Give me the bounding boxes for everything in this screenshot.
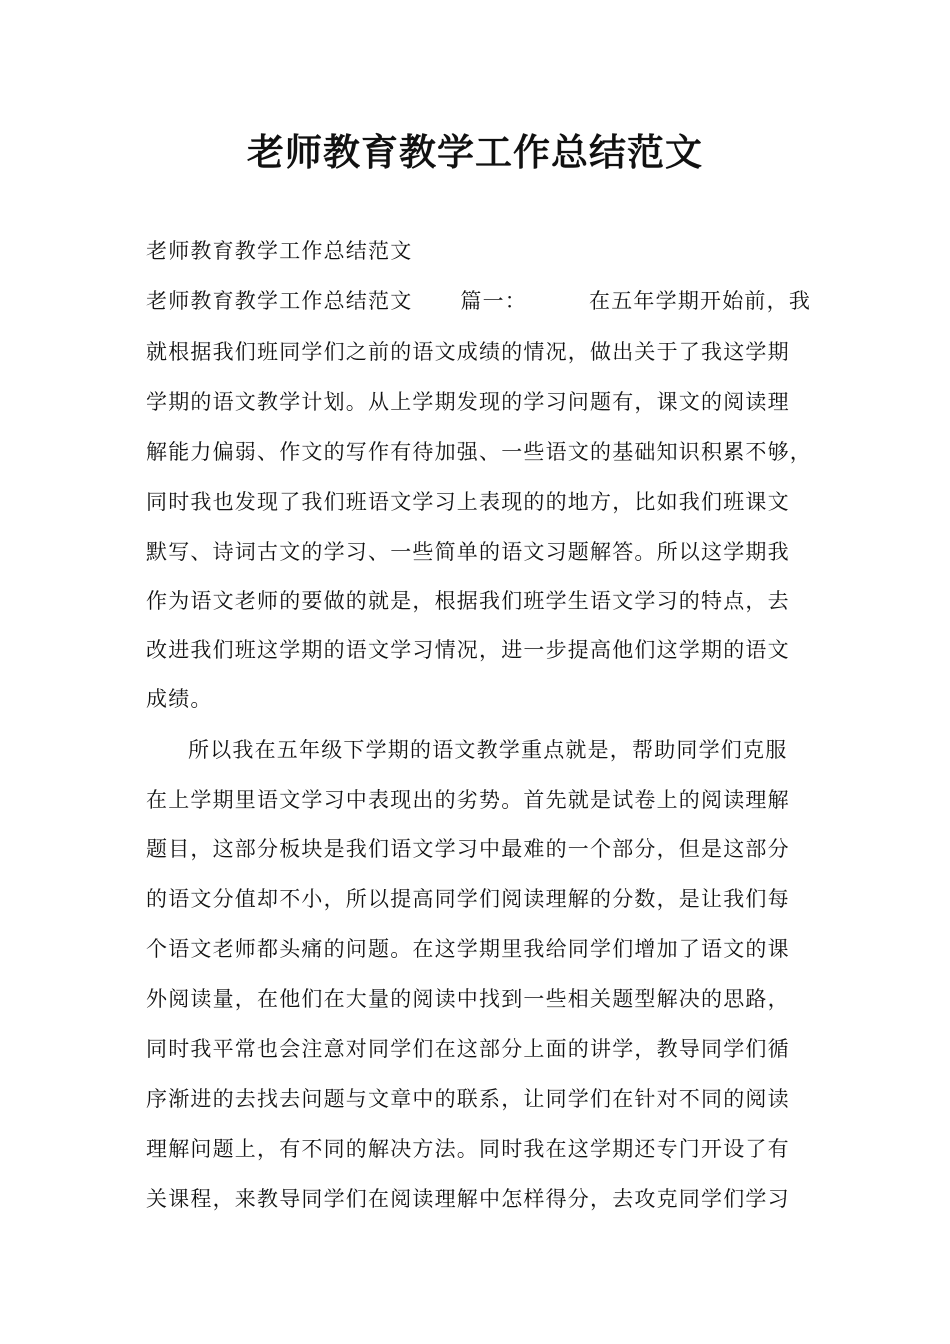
paragraph1-line: 成绩。	[146, 687, 213, 711]
paragraph1-line: 作为语文老师的要做的就是，根据我们班学生语文学习的特点，去	[146, 589, 790, 613]
paragraph1-line: 学期的语文教学计划。从上学期发现的学习问题有，课文的阅读理	[146, 390, 790, 414]
intro-first-text: 在五年学期开始前，我	[589, 289, 812, 313]
paragraph1-line: 改进我们班这学期的语文学习情况，进一步提高他们这学期的语文	[146, 638, 790, 662]
paragraph1-line: 默写、诗词古文的学习、一些简单的语文习题解答。所以这学期我	[146, 540, 790, 564]
paragraph1-line: 同时我也发现了我们班语文学习上表现的的地方，比如我们班课文	[146, 490, 790, 514]
intro-doc-name: 老师教育教学工作总结范文	[146, 289, 413, 313]
intro-line	[146, 287, 826, 315]
paragraph2-line: 关课程，来教导同学们在阅读理解中怎样得分，去攻克同学们学习	[146, 1187, 790, 1211]
document-title: 老师教育教学工作总结范文	[247, 131, 703, 174]
paragraph1-line: 就根据我们班同学们之前的语文成绩的情况，做出关于了我这学期	[146, 340, 790, 364]
paragraph2-line: 同时我平常也会注意对同学们在这部分上面的讲学，教导同学们循	[146, 1037, 790, 1061]
paragraph2-line: 个语文老师都头痛的问题。在这学期里我给同学们增加了语文的课	[146, 937, 790, 961]
paragraph2-line: 题目，这部分板块是我们语文学习中最难的一个部分，但是这部分	[146, 837, 790, 861]
paragraph2-line: 所以我在五年级下学期的语文教学重点就是，帮助同学们克服	[188, 738, 788, 762]
paragraph2-line: 理解问题上，有不同的解决方法。同时我在这学期还专门开设了有	[146, 1137, 790, 1161]
paragraph2-line: 的语文分值却不小，所以提高同学们阅读理解的分数，是让我们每	[146, 887, 790, 911]
paragraph2-line: 序渐进的去找去问题与文章中的联系，让同学们在针对不同的阅读	[146, 1087, 790, 1111]
document-subtitle: 老师教育教学工作总结范文	[146, 239, 413, 263]
paragraph2-line: 外阅读量，在他们在大量的阅读中找到一些相关题型解决的思路，	[146, 987, 790, 1011]
section-label: 篇一：	[460, 289, 528, 313]
paragraph1-line: 解能力偏弱、作文的写作有待加强、一些语文的基础知识积累不够，	[146, 440, 812, 464]
paragraph2-line: 在上学期里语文学习中表现出的劣势。首先就是试卷上的阅读理解	[146, 788, 790, 812]
